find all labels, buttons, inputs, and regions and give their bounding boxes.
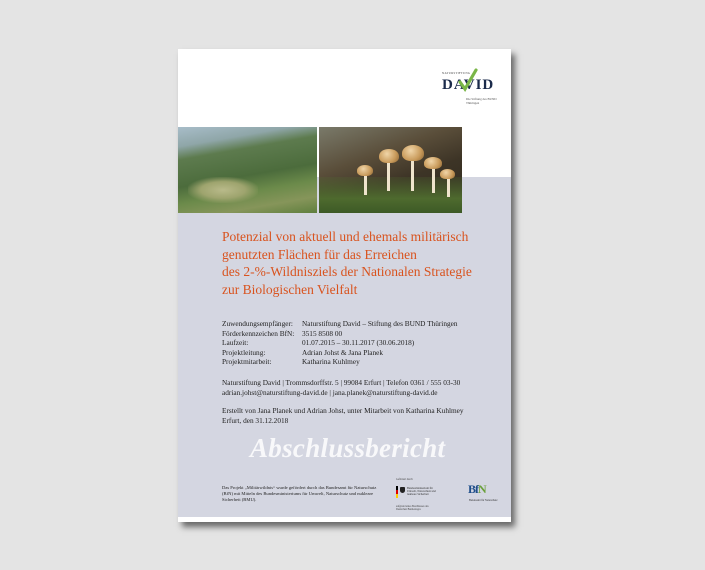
info-value: Katharina Kuhlmey	[302, 357, 360, 367]
report-title	[222, 228, 502, 298]
info-key: Zuwendungsempfänger:	[222, 319, 293, 328]
authorship-block	[222, 406, 464, 426]
info-row	[222, 338, 458, 348]
info-value: 01.07.2015 – 30.11.2017 (30.06.2018)	[302, 338, 415, 348]
bfn-logo	[466, 482, 502, 512]
contact-address: Naturstiftung David | Trommsdorffstr. 5 | 99084 Erfurt | Telefon 0361 / 555 03-30	[222, 378, 461, 387]
info-row	[222, 348, 458, 358]
bmu-logo-bottom: aufgrund eines Beschlusses des Deutschen Bundestages	[396, 505, 429, 511]
checkmark-icon	[458, 68, 478, 92]
bmu-ministry-name: Bundesministerium für Umwelt, Naturschutz und nukleare Sicherheit	[407, 487, 436, 497]
project-info-table	[222, 319, 458, 367]
title-line: zur Biologischen Vielfalt	[222, 281, 358, 297]
eagle-icon	[400, 487, 405, 493]
info-row	[222, 319, 458, 329]
title-line: Potenzial von aktuell und ehemals militärisch	[222, 229, 469, 244]
contact-emails: adrian.johst@naturstiftung-david.de | jana.planek@naturstiftung-david.de	[222, 388, 438, 397]
info-key: Projektleitung:	[222, 347, 266, 357]
logo-tagline: Die Stiftung des BUND Thüringen	[466, 97, 497, 105]
info-value: 3515 8508 00	[302, 328, 343, 338]
mushrooms-photo	[319, 127, 462, 213]
bmu-logo-top: Gefördert durch	[396, 478, 413, 481]
date-line: Erfurt, den 31.12.2018	[222, 416, 289, 425]
authors-line: Erstellt von Jana Planek und Adrian Johst, unter Mitarbeit von Katharina Kuhlmey	[222, 406, 464, 415]
funding-note: Das Projekt „Militärwildnis“ wurde gefördert durch das Bundesamt für Naturschutz (BfN) mit Mitteln des Bundesministeriums für Umwelt, Naturschutz und nukleare Sicherheit (BMU).	[222, 485, 377, 502]
logo-word: DAVID	[442, 77, 495, 93]
info-key: Laufzeit:	[222, 338, 249, 348]
bfn-logo-word: BfN	[468, 482, 486, 496]
title-line: des 2-%-Wildnisziels der Nationalen Strategie	[222, 264, 472, 279]
contact-block	[222, 378, 460, 398]
logo-top-text: NATURSTIFTUNG	[442, 71, 471, 75]
bfn-logo-subtitle: Bundesamt für Naturschutz	[469, 499, 498, 502]
bmu-logo	[396, 478, 440, 518]
info-value: Naturstiftung David – Stiftung des BUND Thüringen	[302, 319, 458, 328]
report-cover	[178, 49, 511, 522]
info-key: Projektmitarbeit:	[222, 357, 272, 367]
report-type-watermark: Abschlussbericht	[250, 433, 446, 463]
info-row	[222, 329, 458, 339]
info-row	[222, 357, 458, 367]
title-line: genutzten Flächen für das Erreichen	[222, 246, 417, 262]
info-key: Förderkennzeichen BfN:	[222, 328, 295, 338]
info-value: Adrian Johst & Jana Planek	[302, 347, 384, 357]
naturstiftung-david-logo	[436, 68, 500, 110]
flag-icon	[396, 486, 398, 498]
aerial-landscape-photo	[178, 127, 317, 213]
